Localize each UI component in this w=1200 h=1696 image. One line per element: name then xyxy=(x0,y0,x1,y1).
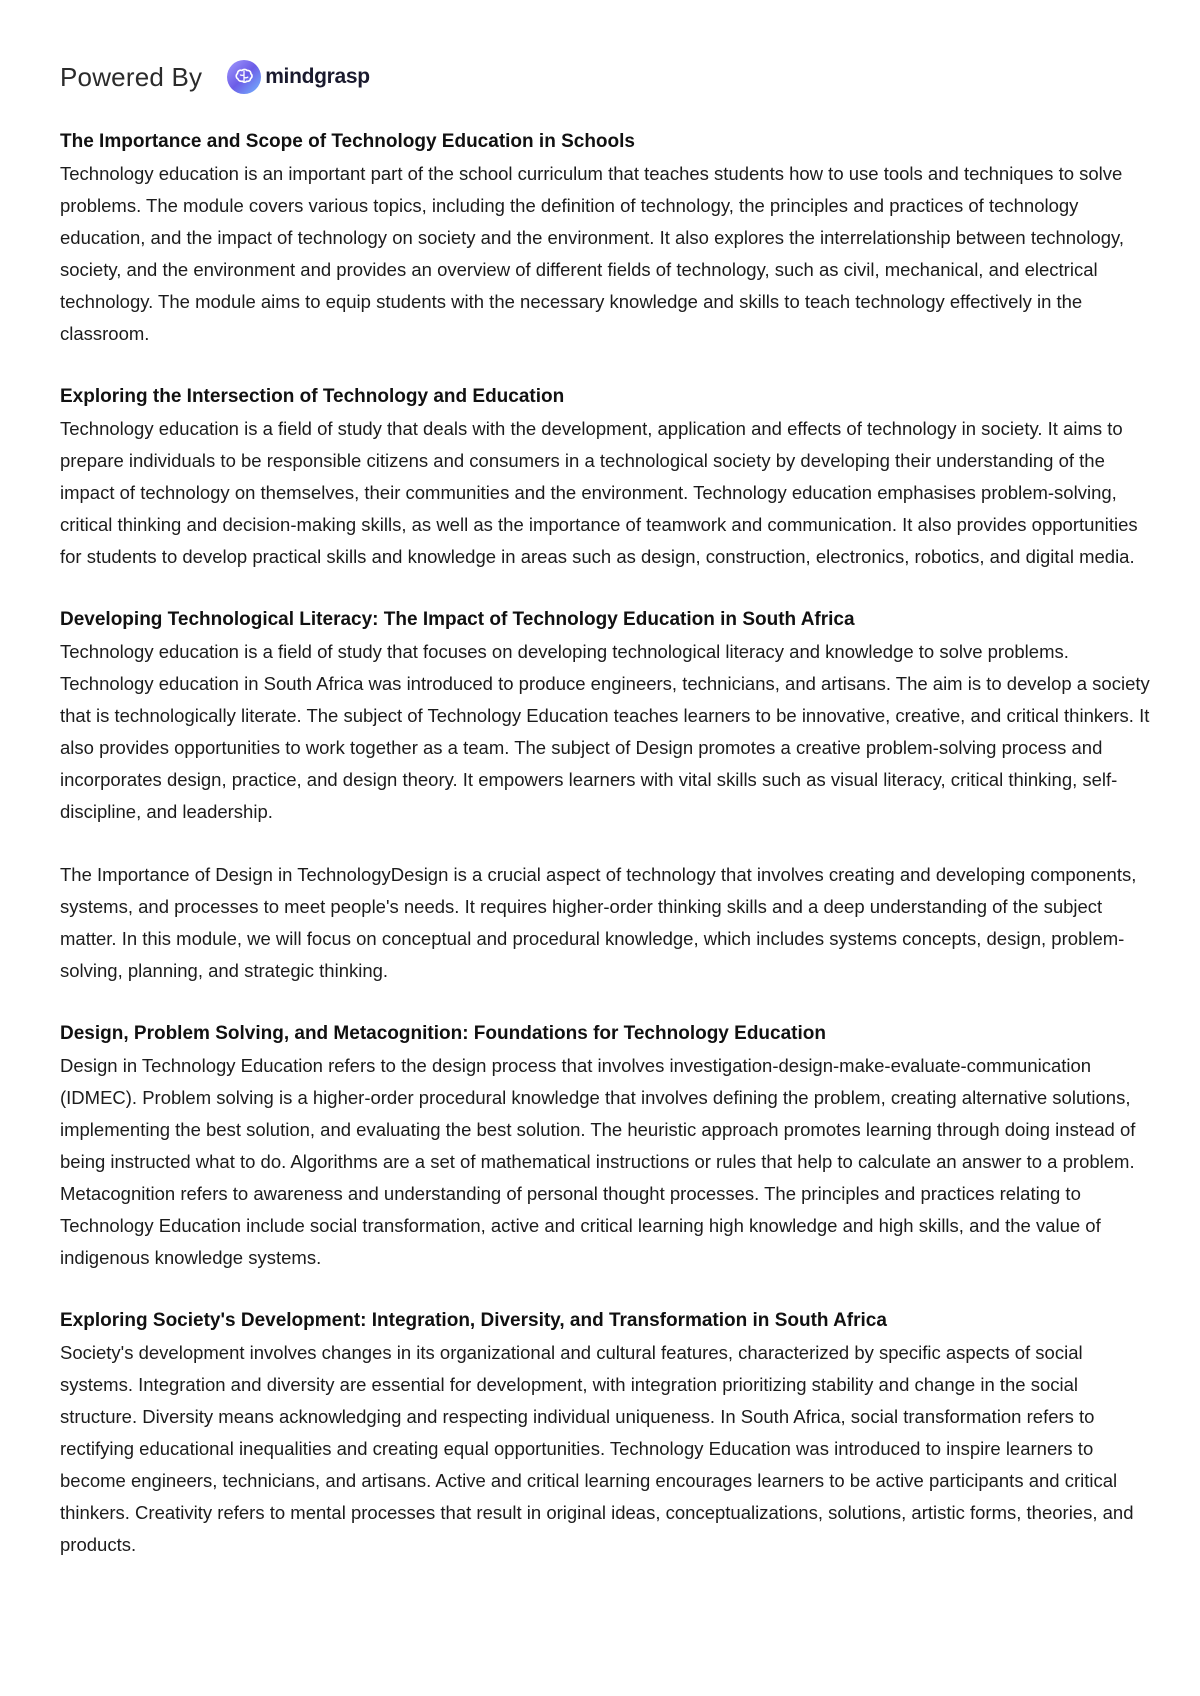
section-body: Technology education is a field of study that deals with the development, application and effects of technology in society. It aims to prepare individuals to be responsible citizens and consumers in a technological society by developing their understanding of the impact of technology on themselves, their communities and the environment. Technology education emphasises problem-solving, critical thinking and decision-making skills, as well as the importance of teamwork and communication. It also provides opportunities for students to develop practical skills and knowledge in areas such as design, construction, electronics, robotics, and digital media. xyxy=(60,418,1138,567)
section-body: Technology education is a field of study that focuses on developing technological literacy and knowledge to solve problems. Technology education in South Africa was introduced to produce engineers, technicians, and artisans. The aim is to develop a society that is technologically literate. The subject of Technology Education teaches learners to be innovative, creative, and critical thinkers. It also provides opportunities to work together as a team. The subject of Design promotes a creative problem-solving process and incorporates design, practice, and design theory. It empowers learners with vital skills such as visual literacy, critical thinking, self-discipline, and leadership. xyxy=(60,641,1150,822)
section-design-problem-solving xyxy=(60,1018,1150,1274)
mindgrasp-logo xyxy=(226,59,370,95)
section-body: Society's development involves changes in its organizational and cultural features, characterized by specific aspects of social systems. Integration and diversity are essential for development, with integration prioritizing stability and change in the social structure. Diversity means acknowledging and respecting individual uniqueness. In South Africa, social transformation refers to rectifying educational inequalities and creating equal opportunities. Technology Education was introduced to inspire learners to become engineers, technicians, and artisans. Active and critical learning encourages learners to be active participants and critical thinkers. Creativity refers to mental processes that result in original ideas, conceptualizations, solutions, artistic forms, theories, and products. xyxy=(60,1342,1134,1555)
section-technological-literacy xyxy=(60,604,1150,828)
section-importance-of-design xyxy=(60,859,1150,987)
section-title: Exploring the Intersection of Technology and Education xyxy=(60,386,565,407)
logo-wordmark: mindgrasp xyxy=(265,65,370,88)
section-society-development xyxy=(60,1305,1150,1561)
powered-by-header xyxy=(60,57,370,97)
section-body: Design in Technology Education refers to the design process that involves investigation-design-make-evaluate-communication (IDMEC). Problem solving is a higher-order procedural knowledge that involves defining the problem, creating alternative solutions, implementing the best solution, and evaluating the best solution. The heuristic approach promotes learning through doing instead of being instructed what to do. Algorithms are a set of mathematical instructions or rules that help to calculate an answer to a problem. Metacognition refers to awareness and understanding of personal thought processes. The principles and practices relating to Technology Education include social transformation, active and critical learning high knowledge and high skills, and the value of indigenous knowledge systems. xyxy=(60,1055,1136,1268)
document-content xyxy=(60,126,1150,1592)
section-title: Exploring Society's Development: Integration, Diversity, and Transformation in South Africa xyxy=(60,1310,887,1331)
section-intersection xyxy=(60,381,1150,573)
section-title: Developing Technological Literacy: The Impact of Technology Education in South Africa xyxy=(60,609,855,630)
section-body: The Importance of Design in TechnologyDesign is a crucial aspect of technology that involves creating and developing components, systems, and processes to meet people's needs. It requires higher-order thinking skills and a deep understanding of the subject matter. In this module, we will focus on conceptual and procedural knowledge, which includes systems concepts, design, problem-solving, planning, and strategic thinking. xyxy=(60,864,1137,981)
powered-by-label: Powered By xyxy=(60,61,203,92)
section-title: The Importance and Scope of Technology Education in Schools xyxy=(60,131,635,152)
brain-icon xyxy=(226,59,262,95)
section-body: Technology education is an important part of the school curriculum that teaches students how to use tools and techniques to solve problems. The module covers various topics, including the definition of technology, the principles and practices of technology education, and the impact of technology on society and the environment. It also explores the interrelationship between technology, society, and the environment and provides an overview of different fields of technology, such as civil, mechanical, and electrical technology. The module aims to equip students with the necessary knowledge and skills to teach technology effectively in the classroom. xyxy=(60,163,1125,344)
section-title: Design, Problem Solving, and Metacognition: Foundations for Technology Education xyxy=(60,1023,826,1044)
section-importance-scope xyxy=(60,126,1150,350)
